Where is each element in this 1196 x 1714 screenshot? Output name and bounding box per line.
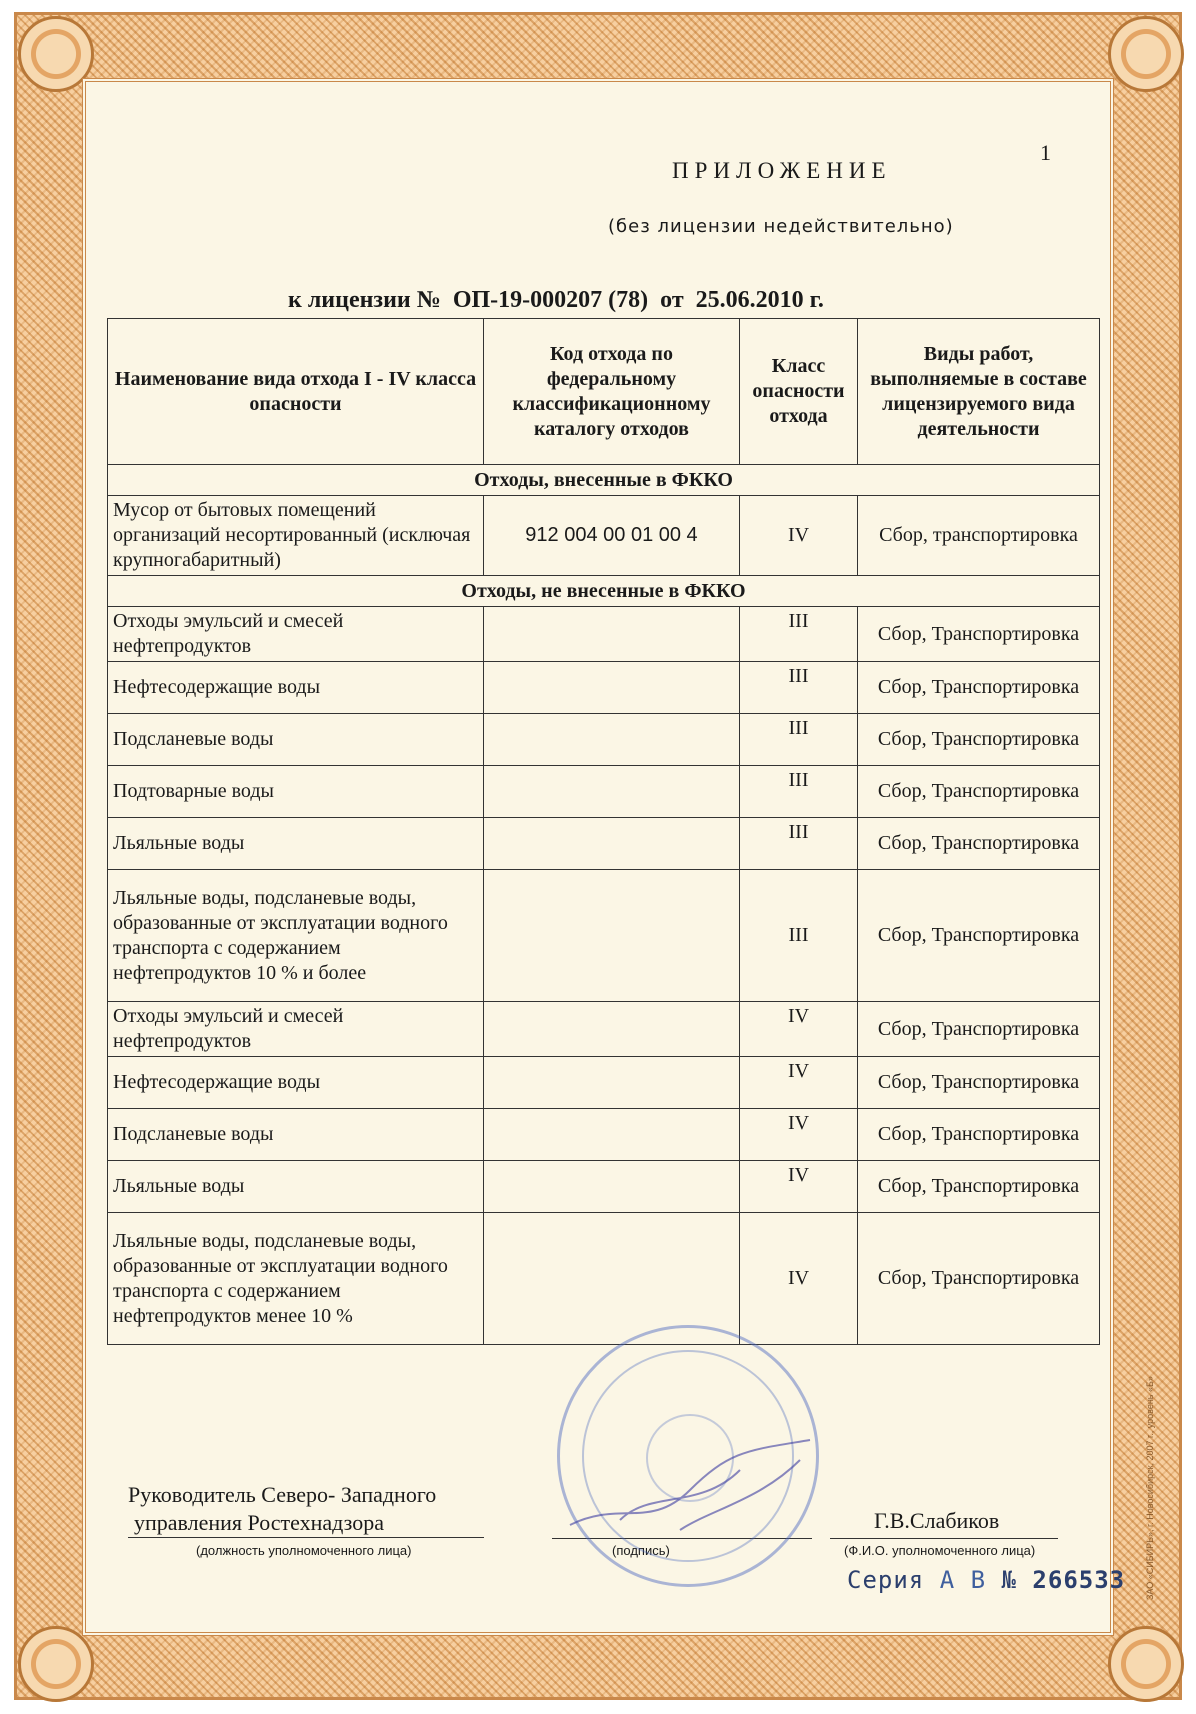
waste-code	[484, 662, 740, 714]
table-row	[108, 766, 1100, 818]
waste-name: Льяльные воды	[108, 1161, 484, 1213]
work-types: Сбор, транспортировка	[858, 496, 1100, 576]
hazard-class: IV	[740, 1109, 858, 1161]
column-header-work: Виды работ, выполняемые в составе лицензируемого вида деятельности	[858, 319, 1100, 465]
column-header-class: Класс опасности отхода	[740, 319, 858, 465]
work-types: Сбор, Транспортировка	[858, 766, 1100, 818]
table-row	[108, 1002, 1100, 1057]
waste-code	[484, 1002, 740, 1057]
hazard-class: III	[740, 607, 858, 662]
table-row	[108, 1109, 1100, 1161]
series-digits: 266533	[1032, 1566, 1126, 1594]
page-number: 1	[1040, 140, 1051, 165]
hazard-class: III	[740, 766, 858, 818]
ornament-corner-br	[1108, 1626, 1184, 1702]
waste-code	[484, 766, 740, 818]
waste-code	[484, 870, 740, 1002]
table-row	[108, 1161, 1100, 1213]
work-types: Сбор, Транспортировка	[858, 1213, 1100, 1345]
ornament-corner-tr	[1108, 16, 1184, 92]
waste-code	[484, 1057, 740, 1109]
official-position	[128, 1481, 484, 1538]
column-header-name: Наименование вида отхода I - IV класса опасности	[108, 319, 484, 465]
printer-imprint: ЗАО «СИБИРЬ», г. Новосибирск, 2007 г., уровень «Б»	[1145, 1376, 1155, 1600]
waste-code	[484, 1161, 740, 1213]
work-types: Сбор, Транспортировка	[858, 1109, 1100, 1161]
hazard-class: IV	[740, 1161, 858, 1213]
hazard-class: III	[740, 662, 858, 714]
document-title: ПРИЛОЖЕНИЕ	[672, 158, 892, 183]
work-types: Сбор, Транспортировка	[858, 714, 1100, 766]
table-row	[108, 662, 1100, 714]
section-header-row	[108, 465, 1100, 496]
position-caption: (должность уполномоченного лица)	[196, 1543, 412, 1558]
work-types: Сбор, Транспортировка	[858, 607, 1100, 662]
name-caption: (Ф.И.О. уполномоченного лица)	[844, 1543, 1036, 1558]
hazard-class: III	[740, 818, 858, 870]
waste-name: Льяльные воды	[108, 818, 484, 870]
section-header-row	[108, 576, 1100, 607]
waste-name: Льяльные воды, подсланевые воды, образованные от эксплуатации водного транспорта с содержанием нефтепродуктов 10 % и более	[108, 870, 484, 1002]
name-line	[830, 1538, 1058, 1539]
hazard-class: IV	[740, 496, 858, 576]
number-sign: №	[1001, 1566, 1017, 1594]
table-row	[108, 870, 1100, 1002]
table-row	[108, 1213, 1100, 1345]
waste-name: Подсланевые воды	[108, 714, 484, 766]
waste-name: Подсланевые воды	[108, 1109, 484, 1161]
series-label: Серия	[847, 1566, 925, 1594]
hazard-class: IV	[740, 1002, 858, 1057]
hazard-class: IV	[740, 1057, 858, 1109]
table-row	[108, 607, 1100, 662]
work-types: Сбор, Транспортировка	[858, 1057, 1100, 1109]
waste-code	[484, 1109, 740, 1161]
work-types: Сбор, Транспортировка	[858, 818, 1100, 870]
position-line-2: управления Ростехнадзора	[128, 1509, 484, 1538]
hazard-class: III	[740, 714, 858, 766]
table-row	[108, 1057, 1100, 1109]
waste-name: Нефтесодержащие воды	[108, 1057, 484, 1109]
position-line-1: Руководитель Северо- Западного	[128, 1482, 437, 1507]
series-letters: А В	[939, 1566, 987, 1594]
license-reference: к лицензии № ОП-19-000207 (78) от 25.06.2010 г.	[288, 287, 824, 313]
section-title: Отходы, внесенные в ФККО	[108, 465, 1100, 496]
official-name: Г.В.Слабиков	[874, 1508, 1000, 1533]
work-types: Сбор, Транспортировка	[858, 1002, 1100, 1057]
waste-name: Отходы эмульсий и смесей нефтепродуктов	[108, 607, 484, 662]
waste-code	[484, 714, 740, 766]
table-row	[108, 714, 1100, 766]
ornament-corner-bl	[18, 1626, 94, 1702]
document-subtitle: (без лицензии недействительно)	[608, 216, 954, 237]
signature-caption: (подпись)	[612, 1543, 670, 1558]
waste-code	[484, 818, 740, 870]
work-types: Сбор, Транспортировка	[858, 870, 1100, 1002]
work-types: Сбор, Транспортировка	[858, 662, 1100, 714]
table-row	[108, 818, 1100, 870]
waste-name: Мусор от бытовых помещений организаций несортированный (исключая крупногабаритный)	[108, 496, 484, 576]
waste-name: Подтоварные воды	[108, 766, 484, 818]
hazard-class: III	[740, 870, 858, 1002]
hazard-class: IV	[740, 1213, 858, 1345]
table-row	[108, 496, 1100, 576]
waste-code	[484, 607, 740, 662]
waste-name: Нефтесодержащие воды	[108, 662, 484, 714]
waste-table	[107, 318, 1100, 1345]
waste-code: 912 004 00 01 00 4	[484, 496, 740, 576]
waste-name: Отходы эмульсий и смесей нефтепродуктов	[108, 1002, 484, 1057]
handwritten-signature	[560, 1430, 820, 1540]
work-types: Сбор, Транспортировка	[858, 1161, 1100, 1213]
waste-name: Льяльные воды, подсланевые воды, образованные от эксплуатации водного транспорта с содержанием нефтепродуктов менее 10 %	[108, 1213, 484, 1345]
column-header-code: Код отхода по федеральному классификационному каталогу отходов	[484, 319, 740, 465]
section-title: Отходы, не внесенные в ФККО	[108, 576, 1100, 607]
series-number	[847, 1566, 1125, 1594]
